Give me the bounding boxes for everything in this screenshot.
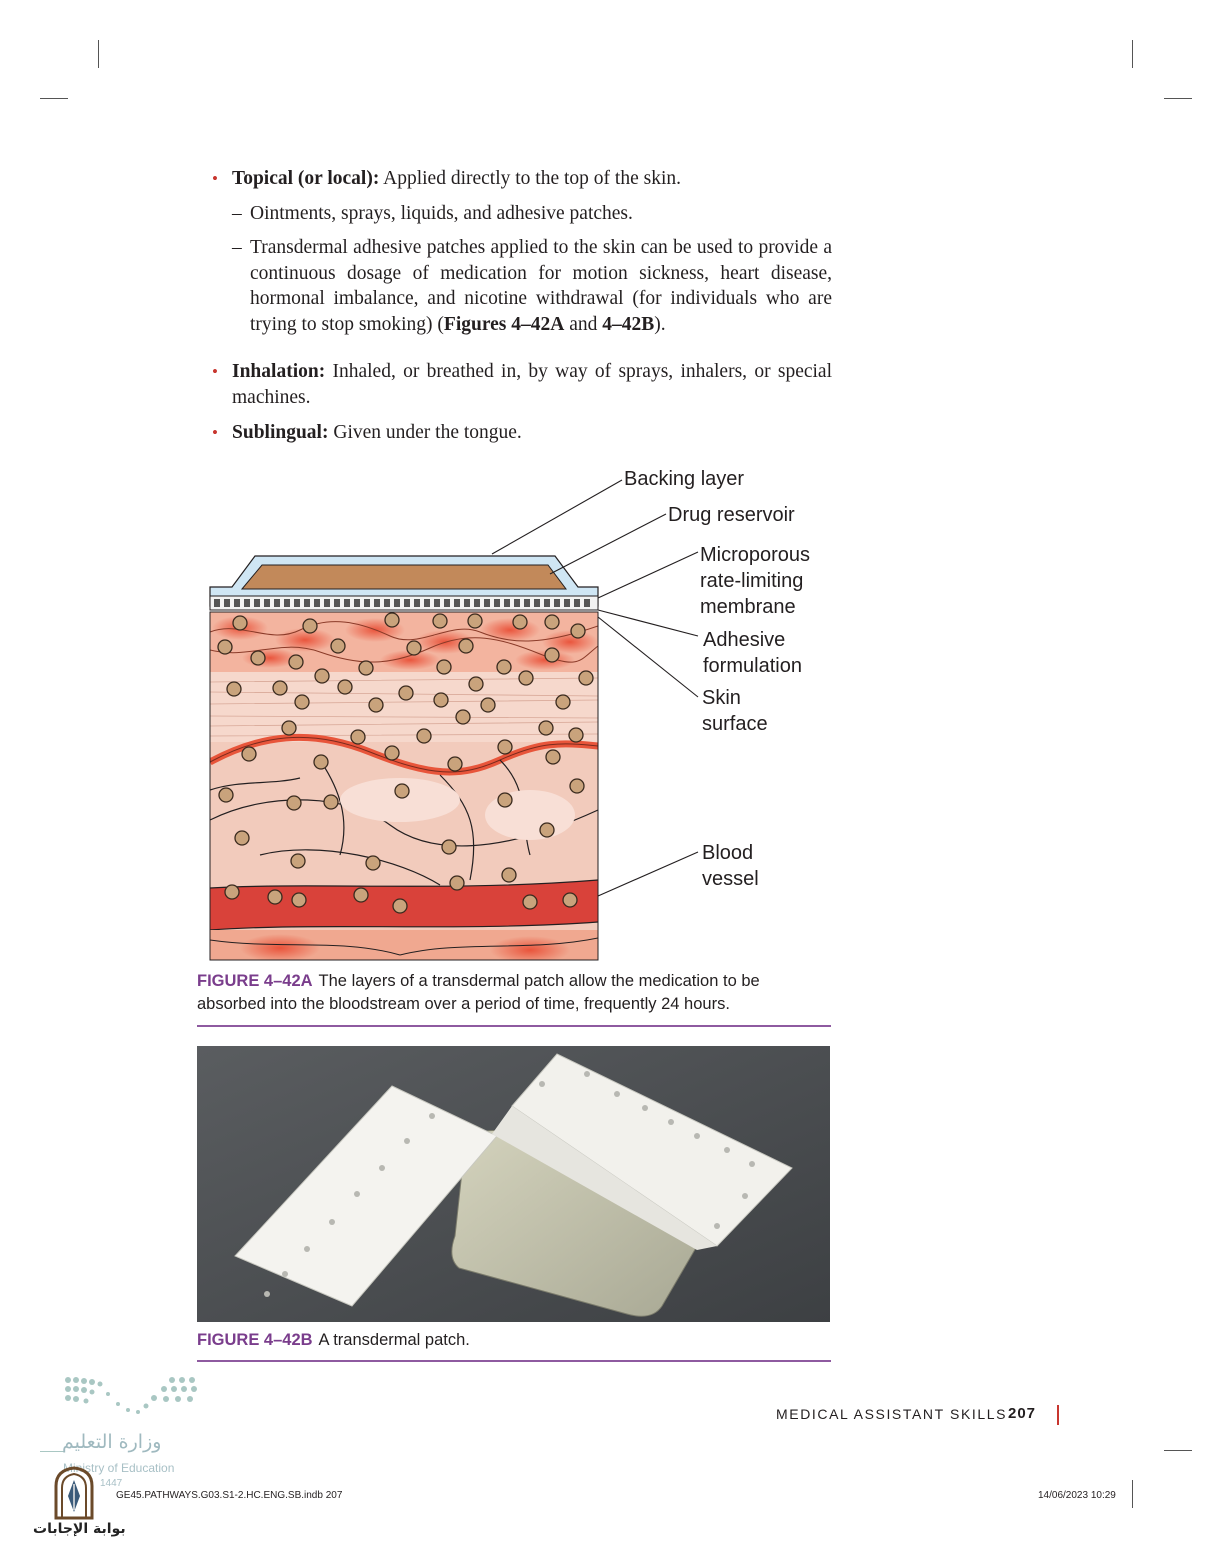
ministry-logo-dots-icon bbox=[62, 1374, 202, 1420]
label-membrane-3: membrane bbox=[700, 596, 796, 618]
ministry-name-english: Ministry of Education bbox=[63, 1461, 175, 1475]
sub-item-ointments bbox=[212, 201, 832, 227]
ministry-name-arabic: وزارة التعليم bbox=[62, 1431, 162, 1453]
caption-text: The layers of a transdermal patch allow the medication to be absorbed into the bloodstream over a period of time, frequently 24 hours. bbox=[197, 972, 760, 1013]
route-list bbox=[212, 166, 832, 446]
term-sublingual: Sublingual: bbox=[232, 422, 329, 443]
inhalation-text: Inhaled, or breathed in, by way of sprays, inhalers, or special machines. bbox=[232, 361, 832, 408]
label-adhesive-2: formulation bbox=[703, 655, 802, 677]
page-number: 207 bbox=[1008, 1405, 1037, 1422]
label-drug-reservoir: Drug reservoir bbox=[668, 504, 795, 526]
figure-ref: Figures 4–42A bbox=[443, 313, 565, 335]
skin-layers bbox=[210, 612, 598, 964]
list-item-sublingual bbox=[212, 420, 832, 446]
caption-rule bbox=[197, 1025, 831, 1027]
caption-rule bbox=[197, 1360, 831, 1362]
topical-text: Applied directly to the top of the skin. bbox=[379, 168, 681, 189]
list-item-topical bbox=[212, 166, 832, 192]
label-blood-2: vessel bbox=[702, 868, 759, 890]
figure-caption-b bbox=[197, 1329, 831, 1352]
figure-caption-a bbox=[197, 970, 831, 1016]
label-blood-1: Blood bbox=[702, 842, 754, 864]
bullet-icon: • bbox=[212, 362, 218, 381]
bullet-icon: • bbox=[212, 423, 218, 442]
label-membrane-1: Microporous bbox=[700, 544, 811, 566]
ministry-logo-line bbox=[40, 1451, 64, 1452]
crop-mark bbox=[40, 98, 68, 99]
sublingual-text: Given under the tongue. bbox=[328, 422, 522, 443]
label-skin-1: Skin bbox=[702, 687, 741, 709]
ministry-year: 1447 bbox=[100, 1478, 123, 1489]
dash-icon: – bbox=[232, 237, 242, 258]
label-backing-layer: Backing layer bbox=[624, 468, 745, 490]
label-skin-2: surface bbox=[702, 713, 768, 735]
dash-icon: – bbox=[232, 202, 242, 224]
crop-mark bbox=[1164, 98, 1192, 99]
slug-file: GE45.PATHWAYS.G03.S1-2.HC.ENG.SB.indb 207 bbox=[116, 1490, 343, 1501]
sub-item-text: and bbox=[564, 313, 603, 335]
caption-text: A transdermal patch. bbox=[318, 1331, 470, 1349]
slug-date: 14/06/2023 10:29 bbox=[1038, 1490, 1116, 1501]
running-head: MEDICAL ASSISTANT SKILLS bbox=[776, 1406, 1008, 1422]
sub-item-text: Ointments, sprays, liquids, and adhesive patches. bbox=[250, 202, 633, 224]
term-inhalation: Inhalation: bbox=[232, 361, 326, 382]
transdermal-patch-diagram bbox=[200, 460, 840, 965]
sub-item-text: Transdermal adhesive patches applied to the skin can be used to provide a continuous dosage of medication for motion sickness, heart disease, hormonal imbalance, and nicotine withdrawal (for individuals who are trying to stop smoking) ( bbox=[250, 237, 832, 335]
list-item-inhalation bbox=[212, 359, 832, 410]
crop-mark bbox=[98, 40, 99, 68]
page-number-bar bbox=[1057, 1405, 1059, 1425]
crop-mark bbox=[1132, 1480, 1133, 1508]
crop-mark bbox=[1132, 40, 1133, 68]
label-membrane-2: rate-limiting bbox=[700, 570, 804, 592]
label-adhesive-1: Adhesive bbox=[703, 629, 786, 651]
sub-item-transdermal bbox=[212, 235, 832, 337]
figure-ref: 4–42B bbox=[602, 313, 655, 335]
term-topical: Topical (or local): bbox=[232, 168, 380, 189]
sub-item-text: ). bbox=[654, 313, 666, 335]
figure-label: FIGURE 4–42B bbox=[197, 1331, 313, 1349]
crop-mark bbox=[1164, 1450, 1192, 1451]
transdermal-patch-photo bbox=[197, 1046, 830, 1322]
gate-logo-icon bbox=[50, 1466, 98, 1520]
bullet-icon: • bbox=[212, 169, 218, 188]
patch bbox=[210, 556, 598, 610]
gate-name-arabic: بوابة الإجابات bbox=[33, 1521, 126, 1537]
figure-label: FIGURE 4–42A bbox=[197, 972, 313, 990]
